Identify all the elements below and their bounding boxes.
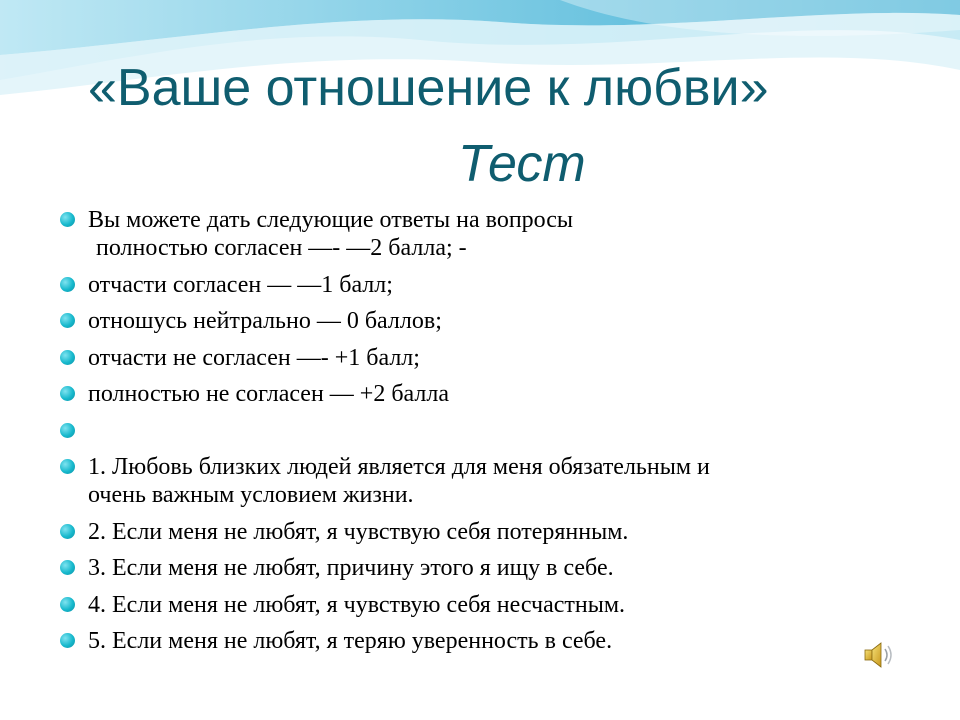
bullet-list (58, 206, 918, 664)
bullet-dot-icon (60, 597, 75, 612)
list-item (58, 307, 918, 335)
item-line: 4. Если меня не любят, я чувствую себя несчастным. (88, 591, 626, 618)
question-item (58, 627, 918, 655)
list-item (58, 344, 918, 372)
bullet-dot-icon (60, 277, 75, 292)
bullet-dot-icon (60, 459, 75, 474)
list-item (58, 206, 918, 262)
item-line: полностью не согласен — +2 балла (88, 381, 450, 407)
title-subtitle: Тест (458, 135, 586, 193)
question-item (58, 518, 918, 546)
bullet-dot-icon (60, 560, 75, 575)
bullet-dot-icon (60, 633, 75, 648)
speaker-icon[interactable] (862, 638, 896, 672)
item-line: 5. Если меня не любят, я теряю уверенность в себе. (88, 628, 613, 654)
item-line: 2. Если меня не любят, я чувствую себя потерянным. (88, 518, 629, 545)
question-item (58, 453, 918, 509)
list-item (58, 271, 918, 299)
list-item-empty (58, 417, 918, 445)
item-line: 1. Любовь близких людей является для меня обязательным и (88, 454, 710, 480)
bullet-dot-icon (60, 524, 75, 539)
item-line: отношусь нейтрально — 0 баллов; (88, 308, 442, 334)
item-line (88, 418, 94, 444)
item-line: очень важным условием жизни. (88, 482, 414, 508)
item-line: 3. Если меня не любят, причину этого я ищу в себе. (88, 555, 614, 581)
item-line: Вы можете дать следующие ответы на вопросы (88, 207, 574, 233)
item-line: полностью согласен —- —2 балла; - (96, 235, 467, 261)
bullet-dot-icon (60, 423, 75, 438)
item-line: отчасти не согласен —- +1 балл; (88, 344, 420, 371)
bullet-dot-icon (60, 313, 75, 328)
bullet-dot-icon (60, 212, 75, 227)
title-main: «Ваше отношение к любви» (88, 59, 769, 117)
bullet-dot-icon (60, 386, 75, 401)
list-item (58, 380, 918, 408)
question-item (58, 591, 918, 619)
bullet-dot-icon (60, 350, 75, 365)
question-item (58, 554, 918, 582)
item-line: отчасти согласен — —1 балл; (88, 271, 393, 298)
